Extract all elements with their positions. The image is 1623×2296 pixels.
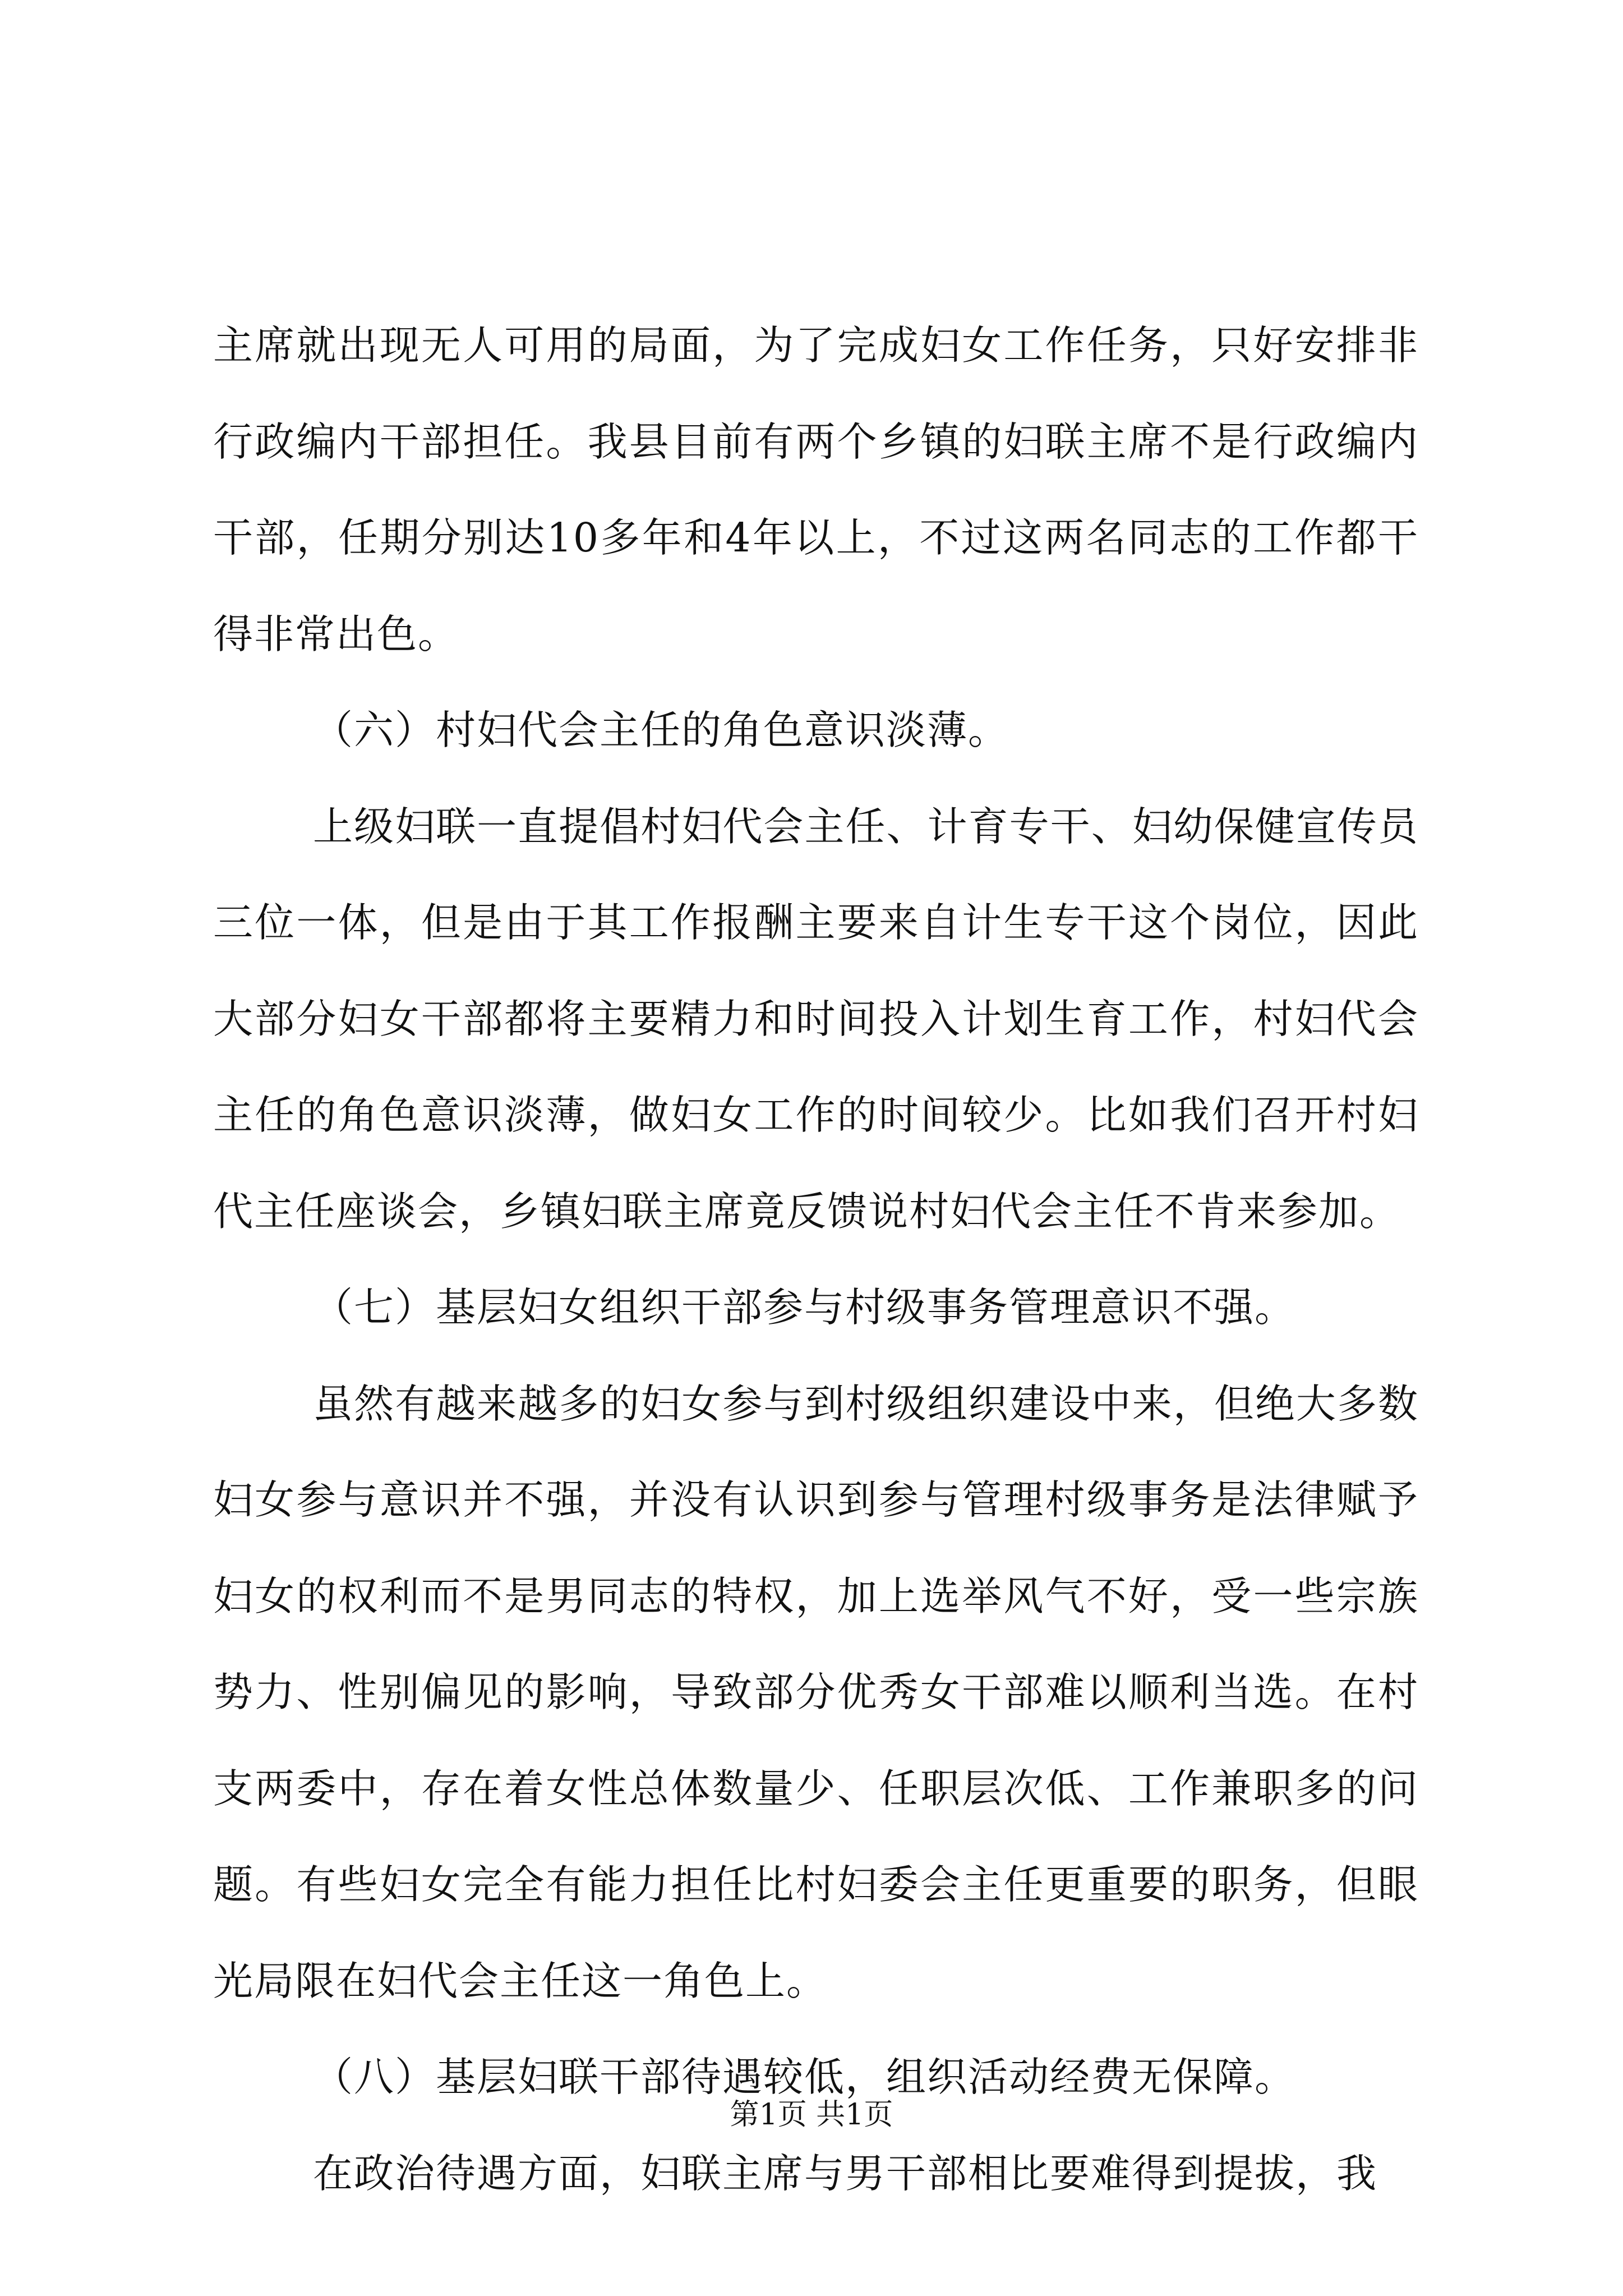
- section-heading-6: （六）村妇代会主任的角色意识淡薄。: [313, 707, 1009, 753]
- paragraph-continuation: 主席就出现无人可用的局面，为了完成妇女工作任务，只好安排非行政编内干部担任。我县目前有两个乡镇的妇联主席不是行政编内干部，任期分别达10多年和4年以上，不过这两名同志的工作都干得非常出色。: [213, 322, 1419, 657]
- paragraph-section-6: 上级妇联一直提倡村妇代会主任、计育专干、妇幼保健宣传员三位一体，但是由于其工作报酬主要来自计生专干这个岗位，因此大部分妇女干部都将主要精力和时间投入计划生育工作，村妇代会主任的角色意识淡薄，做妇女工作的时间较少。比如我们召开村妇代主任座谈会，乡镇妇联主席竟反馈说村妇代会主任不肯来参加。: [213, 803, 1419, 1235]
- paragraph-section-7: 虽然有越来越多的妇女参与到村级组织建设中来，但绝大多数妇女参与意识并不强，并没有认识到参与管理村级事务是法律赋予妇女的权利而不是男同志的特权，加上选举风气不好，受一些宗族势力、性别偏见的影响，导致部分优秀女干部难以顺利当选。在村支两委中，存在着女性总体数量少、任职层次低、工作兼职多的问题。有些妇女完全有能力担任比村妇委会主任更重要的职务，但眼光局限在妇代会主任这一角色上。: [213, 1380, 1419, 2004]
- document-body: [213, 297, 1419, 2221]
- section-heading-7: （七）基层妇女组织干部参与村级事务管理意识不强。: [313, 1284, 1296, 1331]
- page-footer: 第1页 共1页: [730, 2098, 893, 2132]
- paragraph-section-8: 在政治待遇方面，妇联主席与男干部相比要难得到提拔，我: [313, 2150, 1378, 2197]
- section-heading-8: （八）基层妇联干部待遇较低，组织活动经费无保障。: [313, 2054, 1296, 2100]
